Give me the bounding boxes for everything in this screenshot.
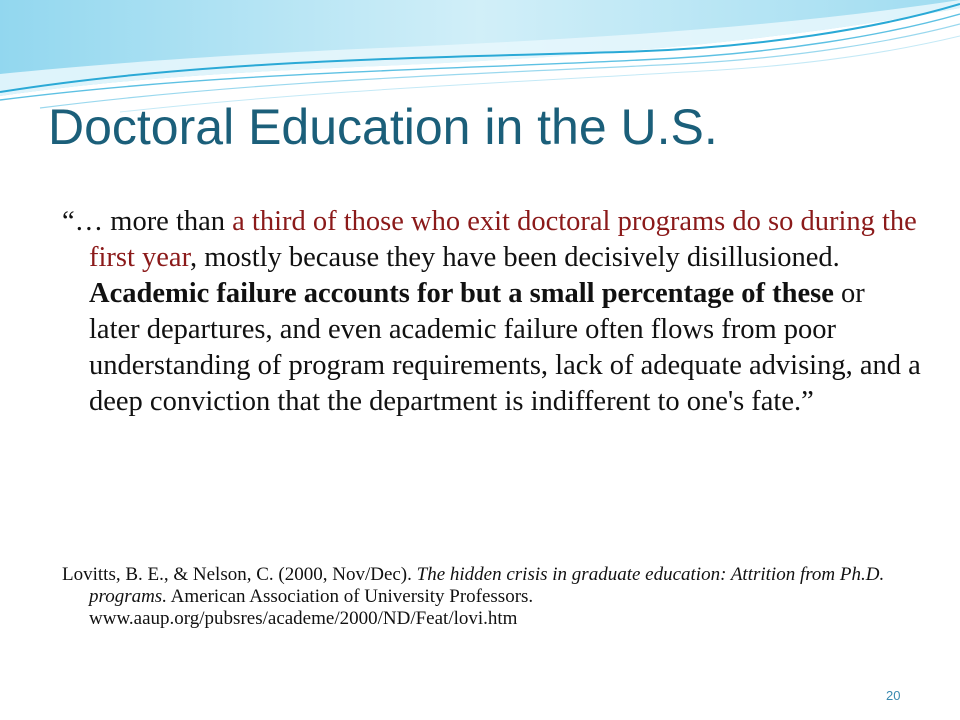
quote-bold-text: Academic failure accounts for but a small percentage of these xyxy=(89,278,834,309)
citation-work-title: The hidden crisis in graduate education: Attrition from Ph.D. programs. xyxy=(89,564,885,607)
quote-mid-text: , mostly because they have been decisively disillusioned. xyxy=(189,242,840,273)
citation-url: www.aaup.org/pubsres/academe/2000/ND/Feat/lovi.htm xyxy=(89,608,518,629)
citation-authors: Lovitts, B. E., & Nelson, C. (2000, Nov/Dec). xyxy=(62,564,417,585)
citation xyxy=(62,564,939,630)
citation-publisher: American Association of University Professors. xyxy=(166,586,534,607)
quote-paragraph xyxy=(62,204,921,420)
page-number: 20 xyxy=(886,688,901,703)
quote-highlight-text: a third of those who exit doctoral programs do so during the first year xyxy=(89,206,917,273)
slide-title: Doctoral Education in the U.S. xyxy=(48,99,718,155)
quote-end-text: or later departures, and even academic failure often flows from poor understanding of program requirements, lack of adequate advising, and a deep conviction that the department is indifferent to one's fate.” xyxy=(89,278,921,417)
quote-open-text: “… more than xyxy=(62,206,233,237)
